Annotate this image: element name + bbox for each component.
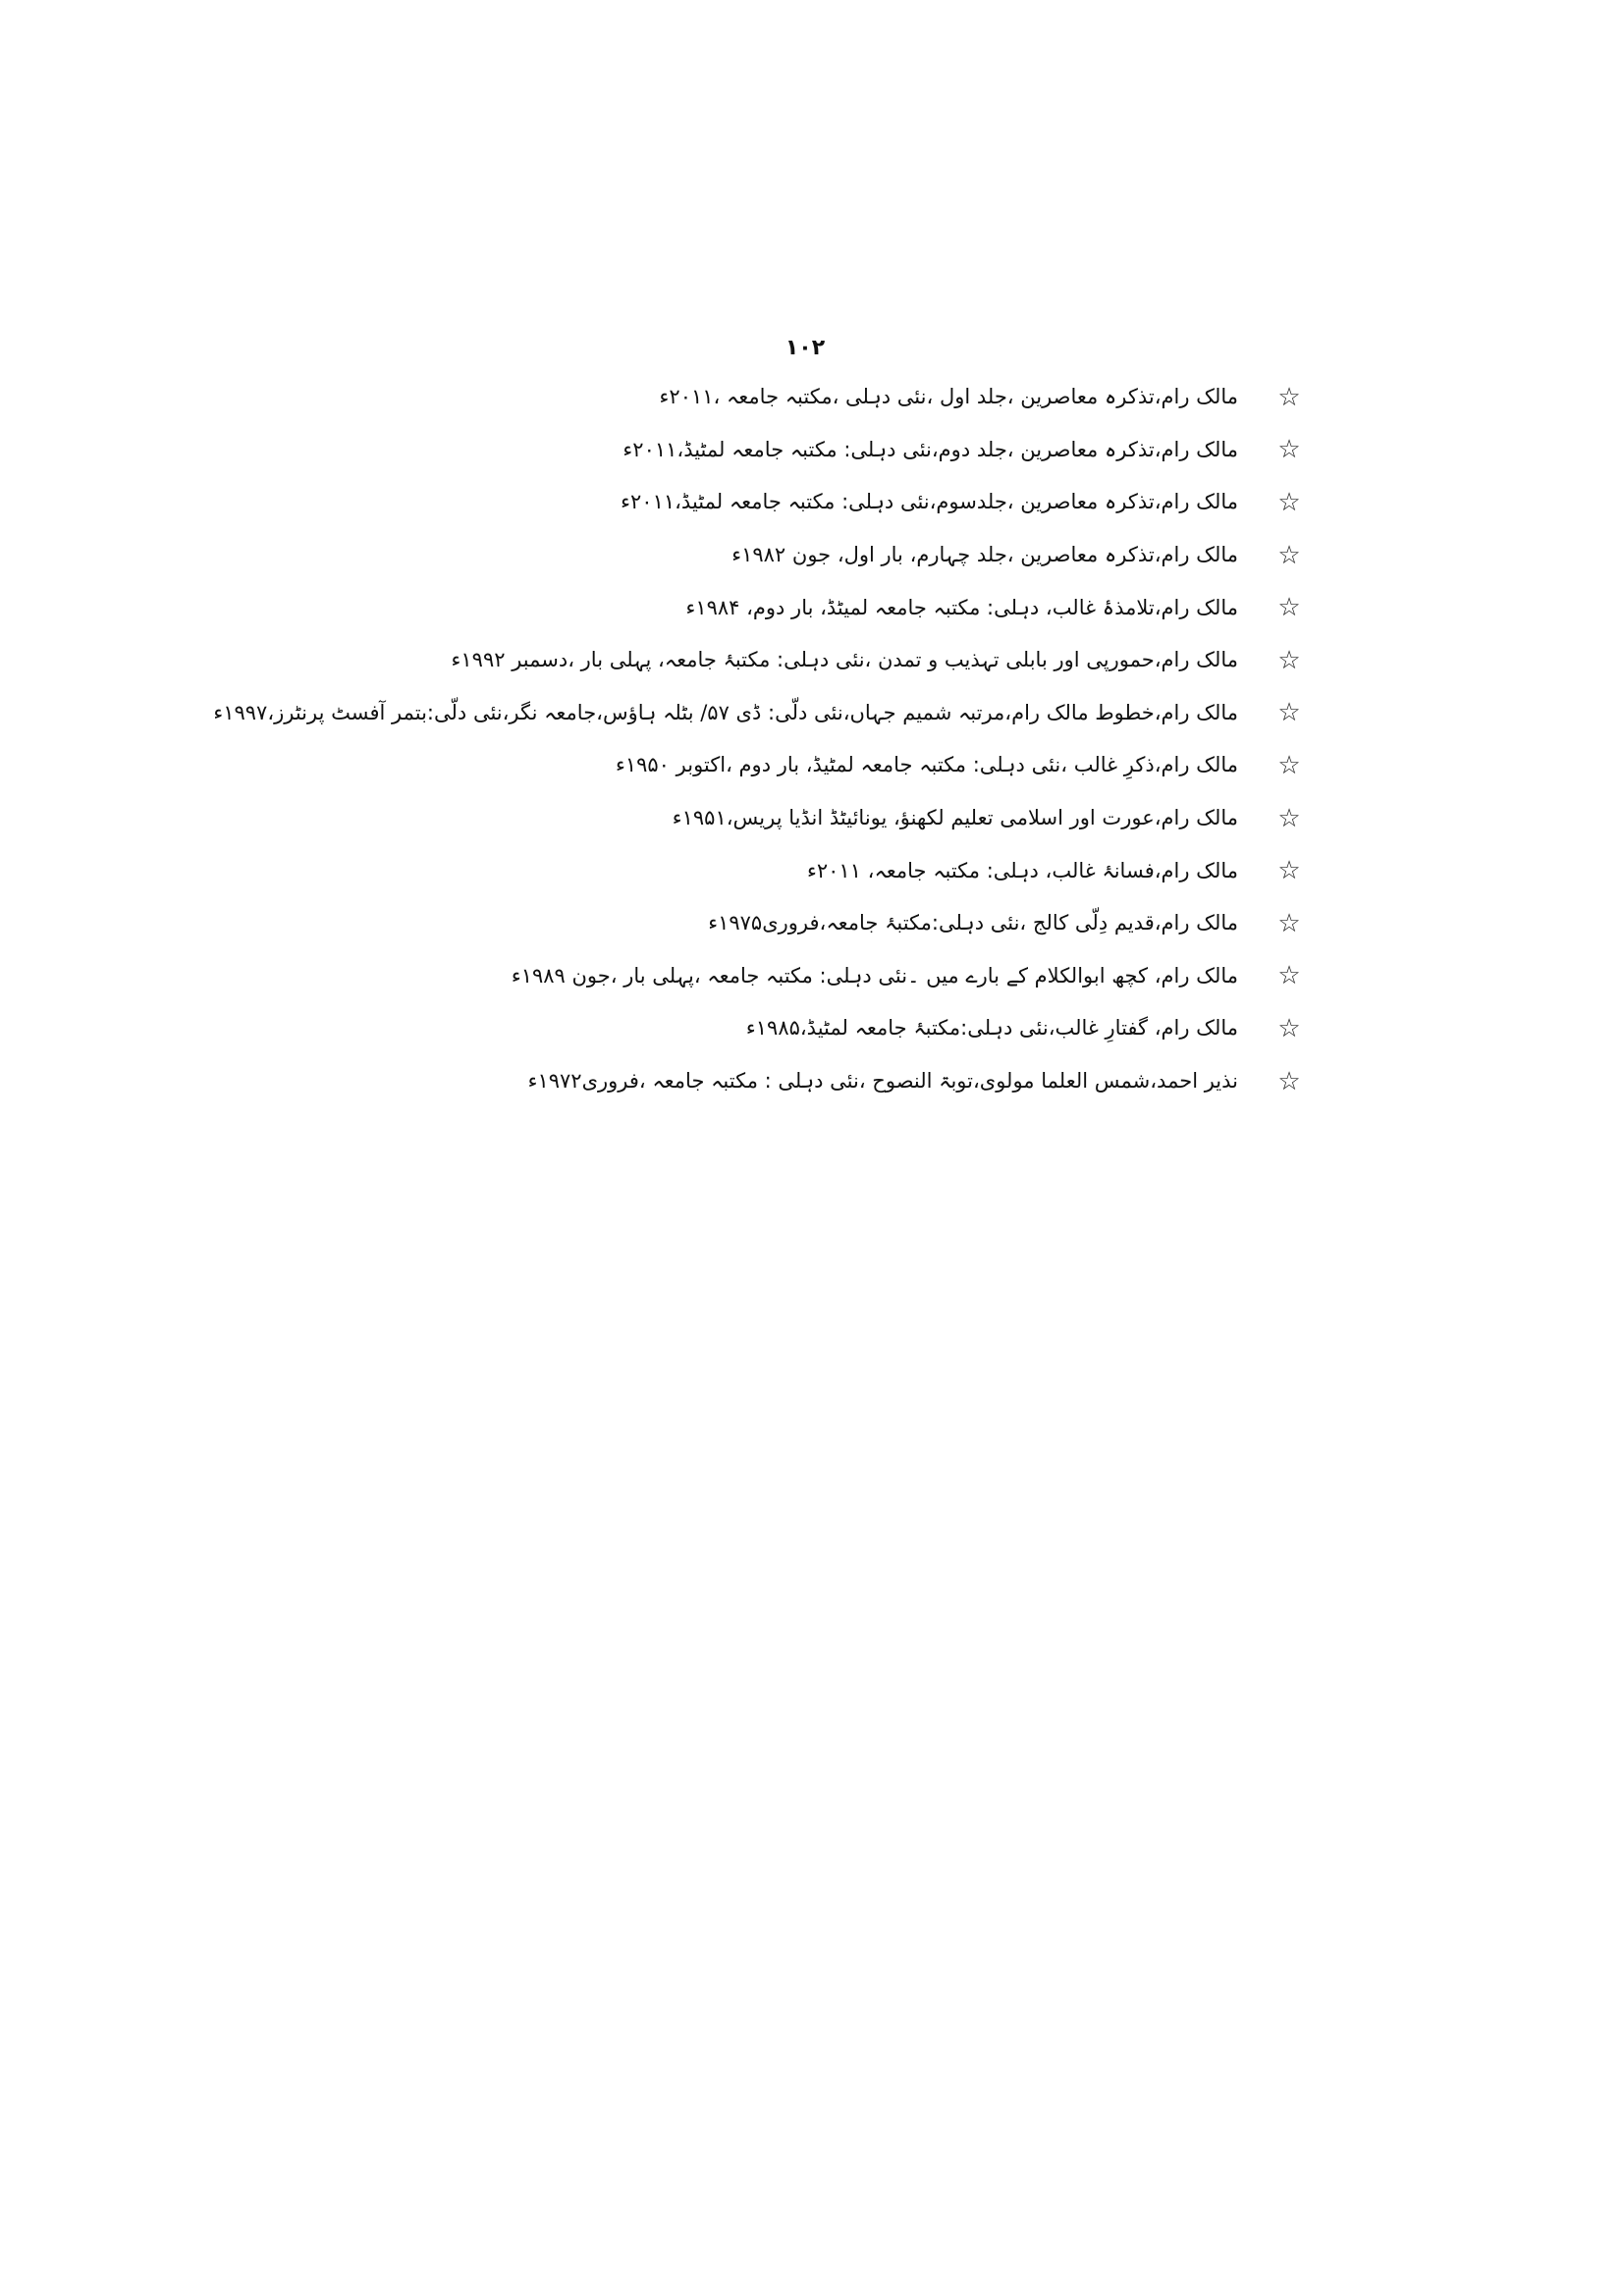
star-icon: ☆	[1277, 856, 1301, 886]
bibliography-entry	[213, 687, 1307, 740]
page-number: ۱۰۲	[784, 336, 826, 360]
bibliography-entry	[325, 371, 1307, 424]
bibliography-entry	[325, 529, 1307, 582]
bibliography-entry-text: مالک رام، کچھ ابوالکلام کے بارے میں ۔نئی دہلی: مکتبہ جامعہ ،پہلی بار ،جون ۱۹۸۹ء	[511, 963, 1238, 988]
bibliography-entry-text: مالک رام،تذکرہ معاصرین ،جلد چہارم، بار اول، جون ۱۹۸۲ء	[731, 543, 1238, 567]
bibliography-entry-text: مالک رام،تذکرہ معاصرین ،جلد اول ،نئی دہلی ،مکتبہ جامعہ ،۲۰۱۱ء	[659, 385, 1238, 409]
bibliography-entry-text: مالک رام،تلامذۂ غالب، دہلی: مکتبہ جامعہ لمیٹڈ، بار دوم، ۱۹۸۴ء	[685, 595, 1238, 619]
star-icon: ☆	[1277, 961, 1301, 991]
star-icon: ☆	[1277, 487, 1301, 517]
star-icon: ☆	[1277, 908, 1301, 938]
star-icon: ☆	[1277, 435, 1301, 465]
bibliography-entry	[325, 844, 1307, 897]
bibliography-entry-text: مالک رام،تذکرہ معاصرین ،جلدسوم،نئی دہلی: مکتبہ جامعہ لمٹیڈ،۲۰۱۱ء	[621, 490, 1238, 514]
bibliography-entry-text: مالک رام،عورت اور اسلامی تعلیم لکھنؤ، یونائیٹڈ انڈیا پریس،۱۹۵۱ء	[672, 806, 1238, 830]
bibliography-entry-text: مالک رام،فسانۂ غالب، دہلی: مکتبہ جامعہ، ۲۰۱۱ء	[807, 858, 1238, 882]
bibliography-list	[213, 371, 1307, 1107]
bibliography-entry	[325, 476, 1307, 529]
star-icon: ☆	[1277, 698, 1301, 728]
bibliography-entry	[325, 950, 1307, 1003]
star-icon: ☆	[1277, 645, 1301, 675]
bibliography-entry	[325, 792, 1307, 845]
star-icon: ☆	[1277, 1066, 1301, 1096]
bibliography-entry	[325, 634, 1307, 687]
bibliography-entry-text: مالک رام،قدیم دِلّی کالج ،نئی دہلی:مکتبۂ جامعہ،فروری۱۹۷۵ء	[708, 911, 1238, 935]
star-icon: ☆	[1277, 382, 1301, 412]
bibliography-entry-text: نذیر احمد،شمس العلما مولوی،توبۃ النصوح ،نئی دہلی : مکتبہ جامعہ ،فروری۱۹۷۲ء	[527, 1069, 1238, 1094]
star-icon: ☆	[1277, 540, 1301, 570]
bibliography-entry-text: مالک رام، گفتارِ غالب،نئی دہلی:مکتبۂ جامعہ لمٹیڈ،۱۹۸۵ء	[745, 1016, 1238, 1041]
bibliography-entry	[325, 739, 1307, 792]
bibliography-entry-text: مالک رام،حمورپی اور بابلی تہذیب و تمدن ،نئی دہلی: مکتبۂ جامعہ، پہلی بار ،دسمبر ۱۹۹۲ء	[451, 648, 1238, 672]
star-icon: ☆	[1277, 750, 1301, 780]
star-icon: ☆	[1277, 1013, 1301, 1043]
bibliography-entry-text: مالک رام،ذکرِ غالب ،نئی دہلی: مکتبہ جامعہ لمٹیڈ، بار دوم ،اکتوبر ۱۹۵۰ء	[615, 753, 1238, 777]
bibliography-entry-text: مالک رام،خطوط مالک رام،مرتبہ شمیم جہاں،نئی دلّی: ڈی ۵۷/ بٹلہ ہاؤس،جامعہ نگر،نئی دلّی:بتمر آفسٹ پرنٹرز،۱۹۹۷ء	[213, 700, 1238, 724]
bibliography-entry	[325, 897, 1307, 950]
star-icon: ☆	[1277, 593, 1301, 623]
star-icon: ☆	[1277, 803, 1301, 833]
bibliography-entry	[325, 1055, 1307, 1108]
bibliography-entry	[325, 1002, 1307, 1055]
bibliography-entry	[325, 424, 1307, 477]
bibliography-entry-text: مالک رام،تذکرہ معاصرین ،جلد دوم،نئی دہلی: مکتبہ جامعہ لمٹیڈ،۲۰۱۱ء	[622, 437, 1238, 461]
bibliography-entry	[325, 581, 1307, 634]
